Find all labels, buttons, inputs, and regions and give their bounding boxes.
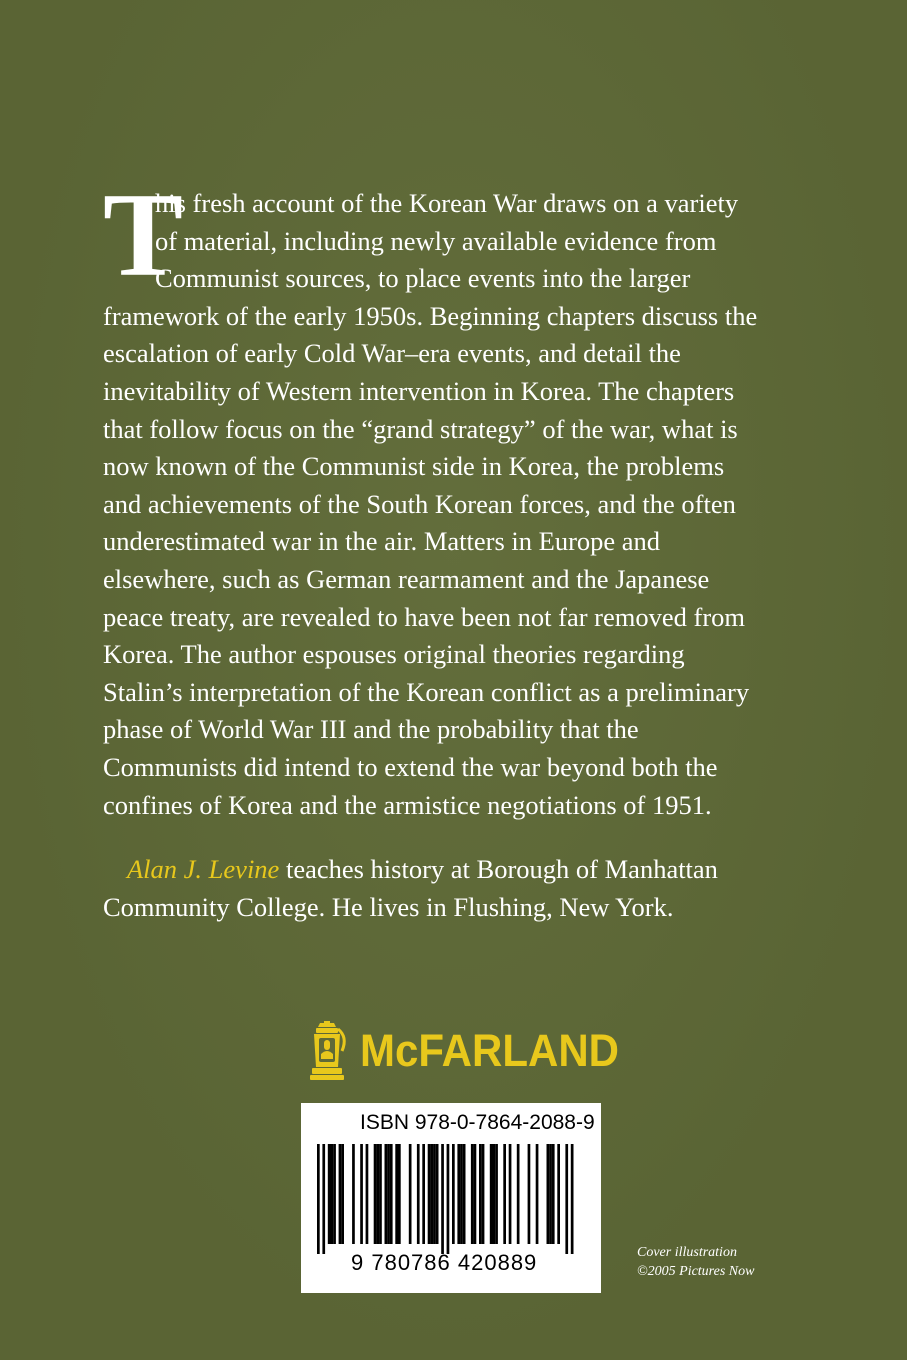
description-line: confines of Korea and the armistice negotiations of 1951. <box>103 789 712 820</box>
barcode-bar <box>322 1144 325 1254</box>
barcode-bar <box>317 1144 320 1254</box>
barcode-bar <box>509 1144 512 1244</box>
author-name: Alan J. Levine <box>127 854 280 884</box>
description-line: Communist sources, to place events into the larger <box>155 263 691 294</box>
barcode-bar <box>463 1144 466 1244</box>
barcode-bar <box>352 1144 355 1244</box>
barcode-bar <box>549 1144 552 1244</box>
barcode-bar <box>436 1144 439 1244</box>
description-line: his fresh account of the Korean War draws on a variety <box>155 188 739 218</box>
barcode-bar <box>517 1144 520 1244</box>
description-line: framework of the early 1950s. Beginning chapters discuss the <box>103 300 758 331</box>
isbn-barcode <box>301 1103 601 1293</box>
barcode-bar <box>471 1144 474 1244</box>
barcode-bar <box>547 1144 550 1244</box>
barcode-bar <box>376 1144 379 1244</box>
barcode-bar <box>409 1144 412 1244</box>
barcode-bar <box>422 1144 425 1244</box>
barcode-bar <box>474 1144 477 1244</box>
description-line: Communists did intend to extend the war beyond both the <box>103 751 718 782</box>
description-line: Korea. The author espouses original theories regarding <box>103 639 685 670</box>
barcode-bars <box>317 1144 587 1254</box>
barcode-bar <box>565 1144 568 1254</box>
description-line: that follow focus on the “grand strategy” of the war, what is <box>103 413 738 444</box>
barcode-bar <box>503 1144 506 1244</box>
barcode-bar <box>366 1144 369 1244</box>
lantern-icon <box>302 1021 352 1081</box>
credit-line: Cover illustration <box>637 1245 737 1260</box>
barcode-bar <box>452 1144 455 1244</box>
description-line: underestimated war in the air. Matters in Europe and <box>103 526 661 557</box>
description-line: and achievements of the South Korean forces, and the often <box>103 488 736 519</box>
author-bio-text: teaches history at Borough of Manhattan <box>279 854 718 884</box>
barcode-bar <box>390 1144 393 1244</box>
barcode-bar <box>430 1144 433 1244</box>
barcode-bar <box>339 1144 342 1244</box>
barcode-bar <box>571 1144 574 1254</box>
barcode-bar <box>460 1144 463 1244</box>
description-line: now known of the Communist side in Korea, the problems <box>103 451 725 482</box>
author-bio-line <box>103 851 808 889</box>
barcode-bar <box>493 1144 496 1244</box>
credit-line: ©2005 Pictures Now <box>637 1264 755 1279</box>
barcode-bar <box>379 1144 382 1244</box>
publisher-logo <box>302 1020 619 1082</box>
cover-credit <box>637 1243 754 1281</box>
barcode-bar <box>331 1144 334 1244</box>
barcode-bar <box>495 1144 498 1244</box>
barcode-bar <box>441 1144 444 1254</box>
barcode-bar <box>374 1144 377 1244</box>
barcode-bar <box>333 1144 336 1244</box>
description-line: elsewhere, such as German rearmament and the Japanese <box>103 563 710 594</box>
barcode-bar <box>417 1144 420 1244</box>
barcode-bar <box>385 1144 388 1244</box>
description-line: phase of World War III and the probability that the <box>103 714 639 745</box>
barcode-bar <box>479 1144 482 1244</box>
barcode-bar <box>490 1144 493 1244</box>
barcode-digits: 9 780786 420889 <box>351 1250 538 1275</box>
barcode-bar <box>536 1144 539 1244</box>
description-line: peace treaty, are revealed to have been not far removed from <box>103 601 746 632</box>
barcode-bar <box>433 1144 436 1244</box>
drop-cap: T <box>103 168 184 301</box>
barcode-bar <box>328 1144 331 1244</box>
barcode-bar <box>552 1144 555 1244</box>
barcode-bar <box>428 1144 431 1244</box>
barcode-bar <box>360 1144 363 1244</box>
publisher-name: McFARLAND <box>360 1025 619 1076</box>
barcode-bar <box>395 1144 398 1244</box>
barcode-bar <box>528 1144 531 1244</box>
author-bio-line: Community College. He lives in Flushing, New York. <box>103 891 674 922</box>
book-description <box>103 168 808 824</box>
barcode-bar <box>447 1144 450 1254</box>
description-line: Stalin’s interpretation of the Korean conflict as a preliminary <box>103 676 750 707</box>
barcode-bar <box>387 1144 390 1244</box>
author-bio <box>103 851 808 926</box>
isbn-label: ISBN 978-0-7864-2088-9 <box>360 1111 595 1134</box>
barcode-bar <box>482 1144 485 1244</box>
description-line: escalation of early Cold War–era events, and detail the <box>103 338 681 369</box>
barcode-bar <box>398 1144 401 1244</box>
barcode-bar <box>457 1144 460 1244</box>
description-line: of material, including newly available evidence from <box>155 225 717 256</box>
barcode-bar <box>341 1144 344 1244</box>
description-line: inevitability of Western intervention in Korea. The chapters <box>103 375 735 406</box>
barcode-bar <box>557 1144 560 1244</box>
